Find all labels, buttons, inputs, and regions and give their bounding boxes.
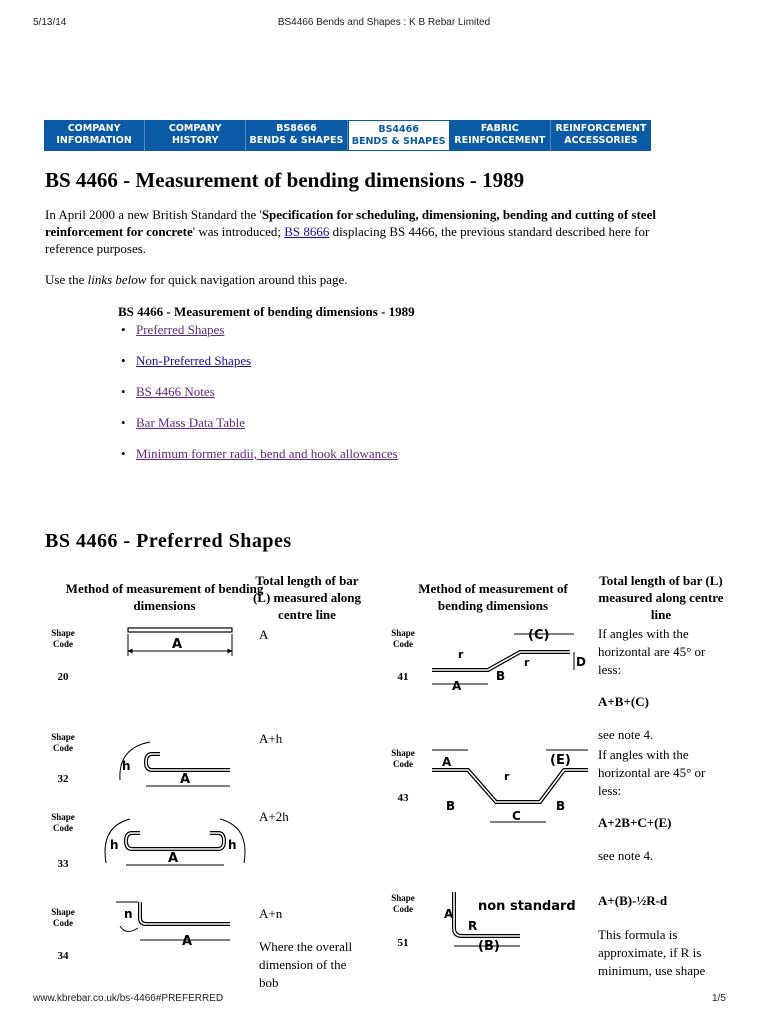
- shape-code-51: 51: [397, 937, 409, 949]
- svg-text:B: B: [496, 669, 506, 683]
- note-41: see note 4.: [598, 727, 654, 742]
- shape-code-32: 32: [57, 773, 69, 785]
- svg-text:r: r: [504, 770, 510, 783]
- nav-reinforcement-accessories[interactable]: REINFORCEMENT ACCESSORIES: [555, 123, 647, 146]
- bs8666-link[interactable]: BS 8666: [284, 224, 330, 239]
- formula-41: A+B+(C): [598, 694, 649, 709]
- shape-20-diagram: [120, 622, 240, 662]
- shape-code-label: Shape Code: [391, 748, 415, 769]
- shape-code-label: Shape Code: [51, 628, 75, 649]
- svg-text:A: A: [452, 679, 462, 693]
- col-header-method-left: Method of measurement of bending dimensions: [65, 581, 264, 613]
- shape-code-33: 33: [57, 858, 69, 870]
- intro-43: If angles with the horizontal are 45° or less:: [598, 747, 706, 798]
- svg-text:A: A: [168, 851, 179, 866]
- dim-label: A: [172, 637, 183, 652]
- toc-title: BS 4466 - Measurement of bending dimensions - 1989: [118, 304, 415, 319]
- svg-text:D: D: [576, 655, 586, 669]
- svg-text:(B): (B): [478, 939, 500, 954]
- nav-company-information[interactable]: COMPANY INFORMATION: [44, 120, 145, 151]
- shape-code-20: 20: [57, 671, 69, 683]
- svg-text:A: A: [180, 772, 191, 787]
- note-43: see note 4.: [598, 848, 654, 863]
- formula-51: A+(B)-½R-d: [598, 893, 668, 908]
- nav-fabric-reinforcement[interactable]: FABRIC REINFORCEMENT: [450, 120, 551, 151]
- print-date: 5/13/14: [33, 17, 67, 28]
- nav-company-history[interactable]: COMPANY HISTORY: [145, 120, 246, 151]
- formula-34: A+n: [259, 906, 283, 921]
- shape-33-diagram: [100, 803, 250, 875]
- shape-code-34: 34: [57, 950, 69, 962]
- svg-text:B: B: [556, 799, 566, 813]
- formula-43: A+2B+C+(E): [598, 815, 672, 830]
- toc-link-former-radii[interactable]: Minimum former radii, bend and hook allowances: [136, 446, 398, 461]
- svg-text:h: h: [228, 838, 237, 852]
- shape-41-diagram: [428, 622, 598, 694]
- svg-text:R: R: [468, 919, 478, 933]
- note-51: This formula is approximate, if R is minimum, use shape: [598, 927, 706, 978]
- svg-text:C: C: [512, 809, 521, 823]
- toc-list: • Preferred Shapes • Non-Preferred Shapes • BS 4466 Notes • Bar Mass Data Table • Minimum former radii, bend and hook allowances: [121, 322, 398, 461]
- col-header-method-right: Method of measurement of bending dimensions: [418, 581, 568, 613]
- svg-text:h: h: [110, 838, 119, 852]
- print-url: www.kbrebar.co.uk/bs-4466#PREFERRED: [33, 993, 224, 1004]
- shape-51-diagram: [440, 886, 590, 958]
- shape-code-41: 41: [397, 671, 409, 683]
- shape-code-43: 43: [397, 792, 409, 804]
- toc-link-preferred-shapes[interactable]: Preferred Shapes: [136, 322, 225, 337]
- navigation-hint: Use the links below for quick navigation around this page.: [45, 272, 348, 287]
- svg-text:h: h: [122, 759, 131, 773]
- col-header-total-right: Total length of bar (L) measured along centre line: [598, 573, 724, 622]
- note-34: Where the overall dimension of the bob: [259, 939, 353, 990]
- formula-33: A+2h: [259, 809, 289, 824]
- bar-straight: [128, 628, 232, 632]
- shape-code-label: Shape Code: [51, 812, 75, 833]
- formula-32: A+h: [259, 731, 283, 746]
- toc-link-non-preferred-shapes[interactable]: Non-Preferred Shapes: [136, 353, 252, 368]
- svg-text:A: A: [444, 907, 454, 921]
- shape-32-diagram: [110, 724, 240, 794]
- svg-text:A: A: [442, 755, 452, 769]
- svg-text:r: r: [524, 656, 530, 669]
- svg-text:r: r: [458, 648, 464, 661]
- formula-20: A: [259, 627, 269, 642]
- section-title: BS 4466 - Preferred Shapes: [45, 530, 292, 552]
- nav-bs4466[interactable]: BS4466 BENDS & SHAPES: [348, 120, 450, 151]
- svg-text:n: n: [124, 907, 133, 921]
- toc-link-bar-mass[interactable]: Bar Mass Data Table: [136, 415, 245, 430]
- print-page-number: 1/5: [712, 993, 726, 1004]
- page-title: BS 4466 - Measurement of bending dimensions - 1989: [45, 168, 525, 192]
- print-page-title: BS4466 Bends and Shapes : K B Rebar Limited: [277, 17, 491, 28]
- shape-43-diagram: [428, 742, 596, 830]
- main-nav: [44, 120, 651, 151]
- toc-link-notes[interactable]: BS 4466 Notes: [136, 384, 215, 399]
- intro-41: If angles with the horizontal are 45° or less:: [598, 626, 706, 677]
- shape-code-label: Shape Code: [391, 628, 415, 649]
- col-header-total-left: Total length of bar (L) measured along centre line: [252, 573, 362, 622]
- svg-text:A: A: [182, 934, 193, 949]
- shape-code-label: Shape Code: [391, 893, 415, 914]
- nav-bs8666[interactable]: BS8666 BENDS & SHAPES: [246, 120, 347, 151]
- svg-text:non standard: non standard: [478, 899, 576, 914]
- intro-paragraph: In April 2000 a new British Standard the 'Specification for scheduling, dimensioning, bending and cutting of steel reinforcement for concrete' was introduced; BS 8666 displacing BS 4466, the previous standard described here for reference purposes.: [45, 207, 656, 256]
- svg-text:(C): (C): [528, 628, 550, 643]
- shape-34-diagram: [108, 898, 238, 950]
- shape-code-label: Shape Code: [51, 732, 75, 753]
- shape-code-label: Shape Code: [51, 907, 75, 928]
- svg-text:(E): (E): [550, 753, 571, 768]
- svg-text:B: B: [446, 799, 456, 813]
